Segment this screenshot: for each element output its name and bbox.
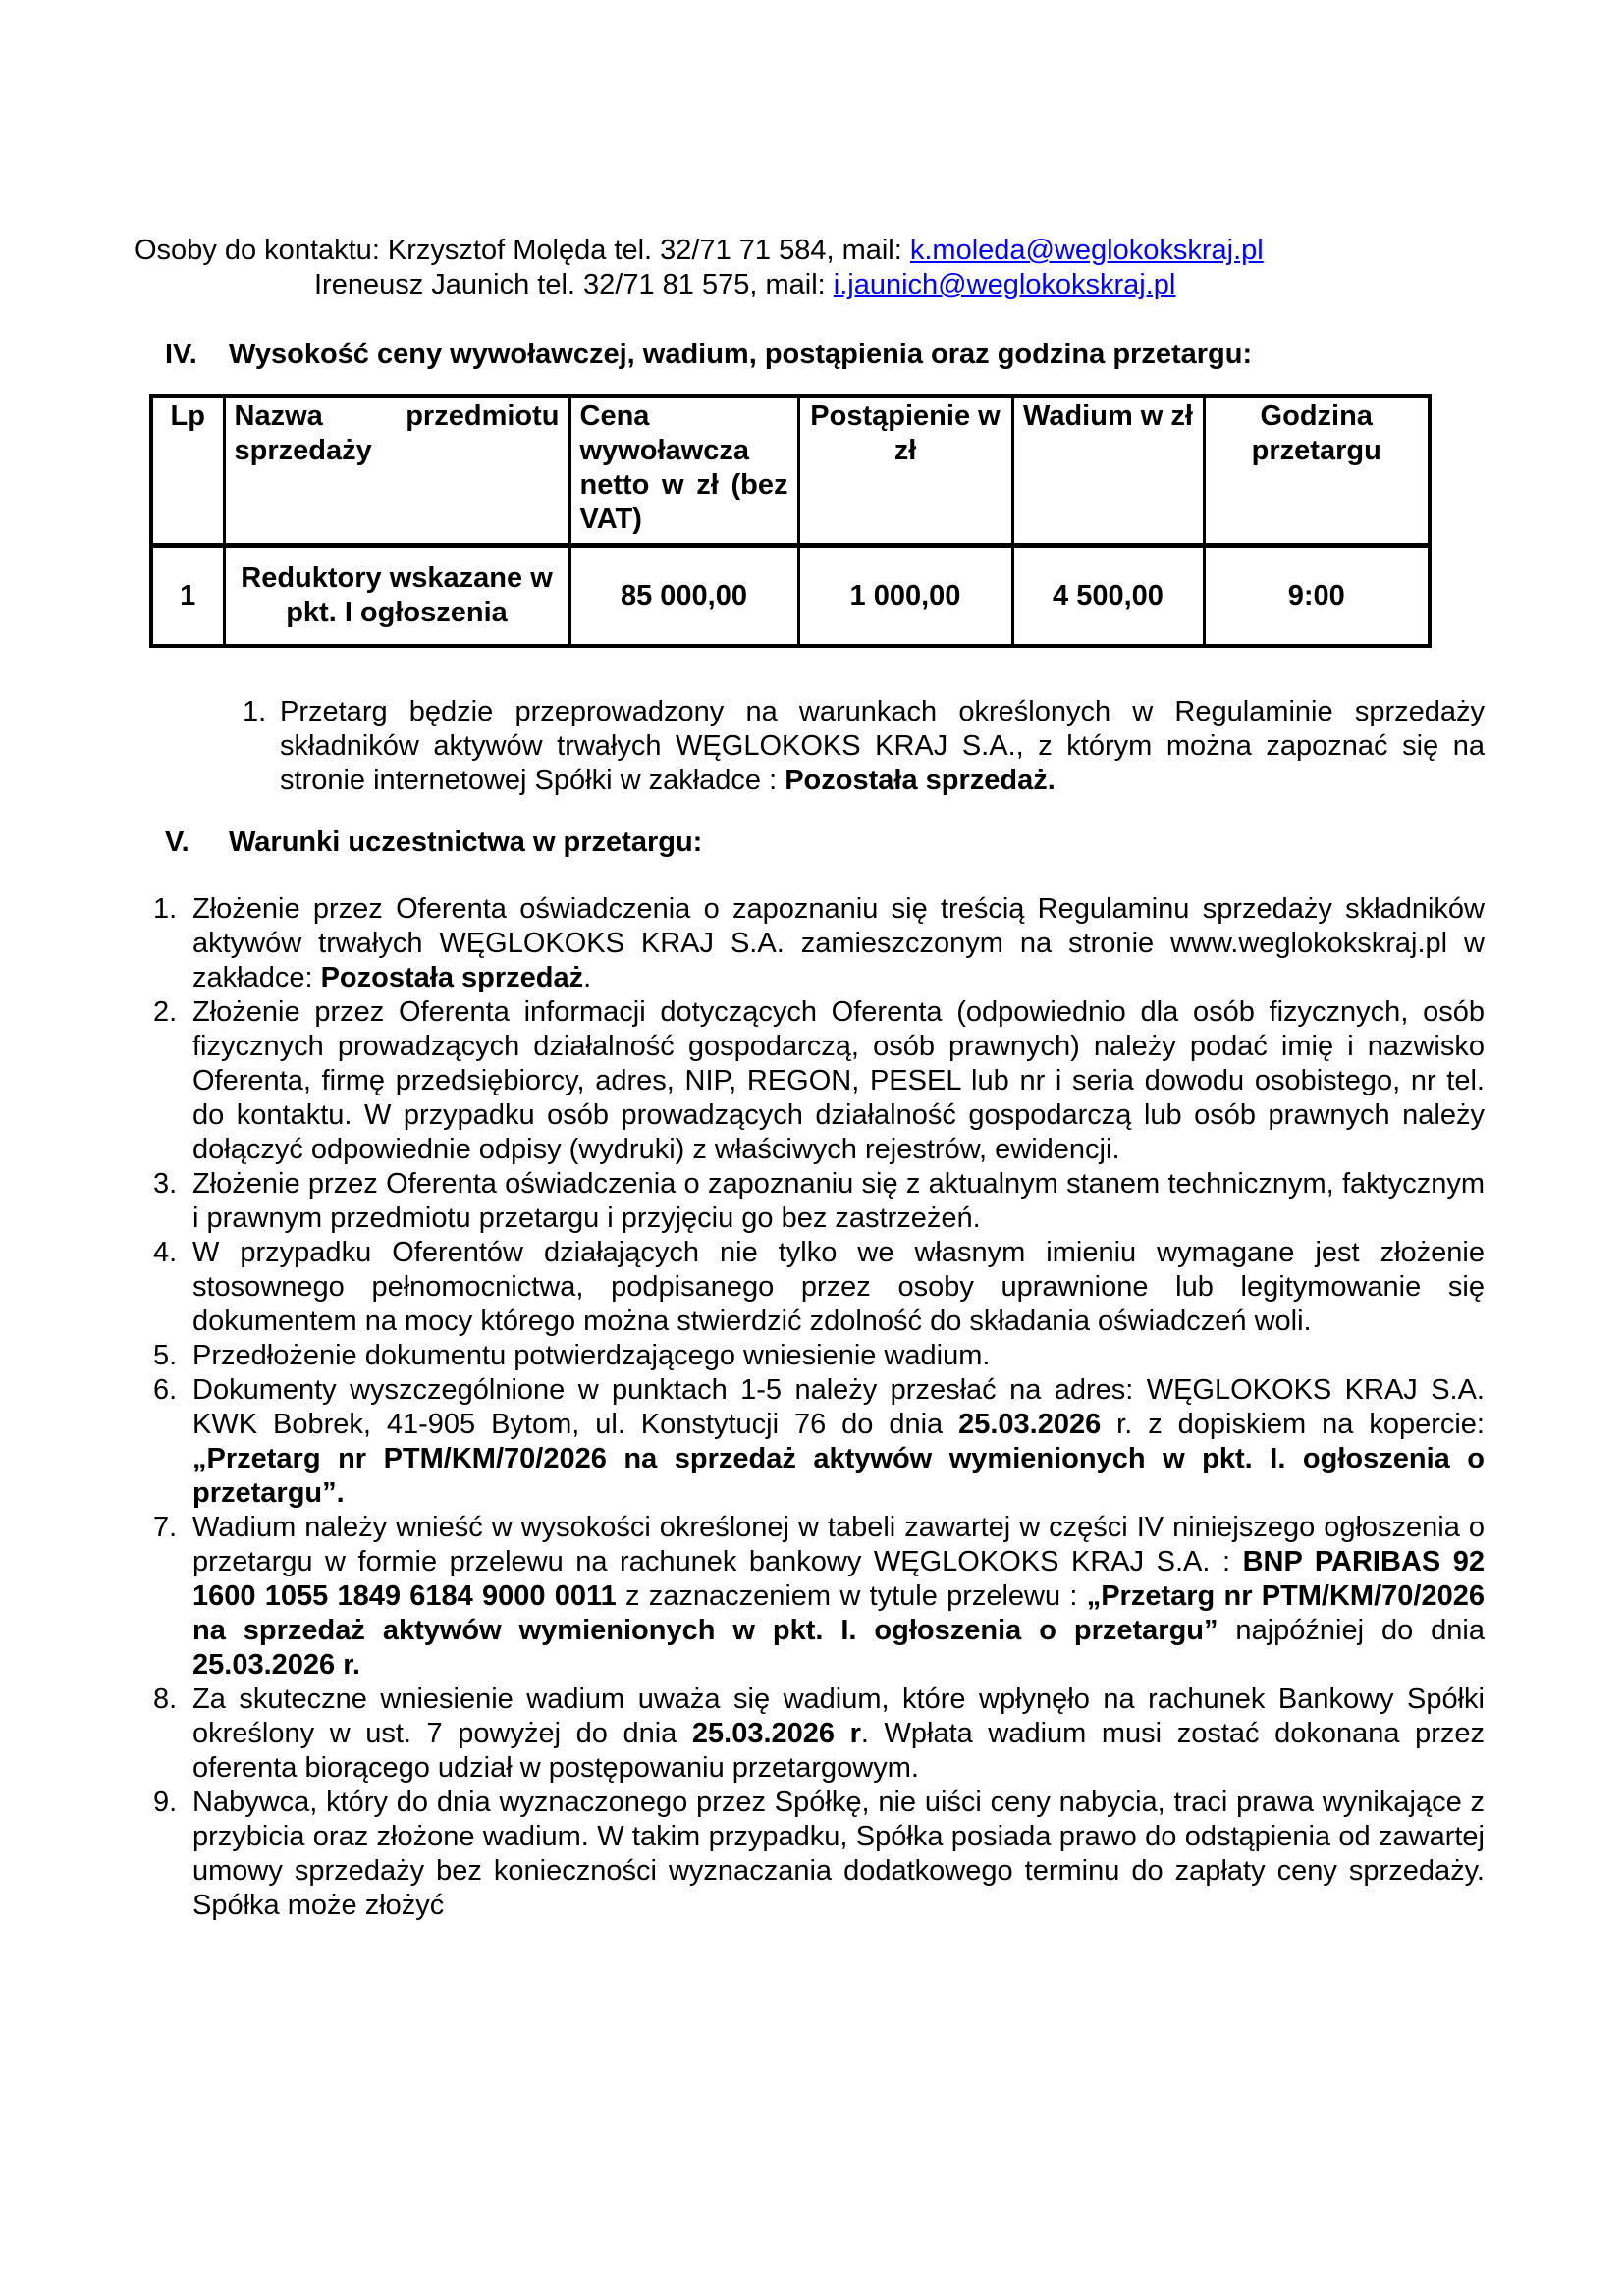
item-text <box>192 1374 1485 1509</box>
text-run: Dokumenty wyszczególnione w punktach 1-5 należy przesłać na adres: WĘGLOKOKS KRAJ S.A. KWK Bobrek, 41-905 Bytom, ul. Konstytucji 76 do dnia <box>192 1374 1485 1440</box>
item-text <box>192 893 1485 993</box>
list-item-6 <box>135 1373 1485 1511</box>
bold-text-run: BNP PARIBAS 92 1600 1055 1849 6184 9000 0011 <box>192 1546 1485 1612</box>
cell-postapienie: 1 000,00 <box>798 546 1012 647</box>
list-item-8 <box>135 1682 1485 1786</box>
text-run: Za skuteczne wniesienie wadium uważa się wadium, które wpłynęło na rachunek Bankowy Spółki określony w ust. 7 powyżej do dnia <box>192 1683 1485 1749</box>
bold-text-run: „Przetarg nr PTM/KM/70/2026 na sprzedaż aktywów wymienionych w pkt. I. ogłoszenia o przetargu” <box>192 1580 1485 1646</box>
text-run: . <box>583 962 592 993</box>
contact-line-2 <box>314 268 1485 302</box>
section-iv-title: Wysokość ceny wywoławczej, wadium, postąpienia oraz godzina przetargu: <box>229 339 1253 370</box>
tender-table <box>149 394 1432 648</box>
list-item-5 <box>135 1339 1485 1373</box>
text-run: najpóźniej do dnia <box>1218 1615 1485 1646</box>
contact-block <box>135 234 1485 302</box>
contact-text-1: Osoby do kontaktu: Krzysztof Molęda tel. 32/71 71 584, mail: <box>135 235 910 266</box>
table-header-lp: Lp <box>151 396 224 546</box>
email-link-kmoleda[interactable]: k.moleda@weglokokskraj.pl <box>909 235 1264 266</box>
bold-text-run: Pozostała sprzedaż <box>320 962 584 993</box>
table-header-row <box>151 396 1430 546</box>
item-text <box>192 1512 1485 1681</box>
item-number: 1. <box>243 696 267 727</box>
table-header-cena: Cena wywoławcza netto w zł (bez VAT) <box>569 396 798 546</box>
cell-nazwa: Reduktory wskazane w pkt. I ogłoszenia <box>224 546 569 647</box>
text-run: Przedłożenie dokumentu potwierdzającego wniesienie wadium. <box>192 1340 991 1371</box>
note-item-1 <box>135 695 1485 798</box>
item-text <box>192 1340 990 1371</box>
item-text <box>192 1683 1485 1784</box>
item-text <box>192 996 1485 1165</box>
item-number: 6. <box>153 1374 178 1406</box>
item-text <box>192 1787 1485 1921</box>
item-number: 1. <box>153 893 178 925</box>
item-text <box>192 1168 1485 1234</box>
section-v-number: V. <box>165 827 189 858</box>
section-iv-number: IV. <box>165 339 197 370</box>
item-number: 3. <box>153 1168 178 1200</box>
text-run: Nabywca, który do dnia wyznaczonego przez Spółkę, nie uiści ceny nabycia, traci prawa wynikające z przybicia oraz złożone wadium. W takim przypadku, Spółka posiada prawo do odstąpienia od zawartej umowy sprzedaży bez konieczności wyznaczania dodatkowego terminu do zapłaty ceny sprzedaży. Spółka może złożyć <box>192 1787 1485 1921</box>
list-item-7 <box>135 1511 1485 1682</box>
text-run: r. z dopiskiem na kopercie: <box>1101 1409 1485 1440</box>
list-item-3 <box>135 1167 1485 1236</box>
table-header-godzina: Godzina przetargu <box>1204 396 1430 546</box>
contact-line-1 <box>135 234 1485 268</box>
table-header-wadium: Wadium w zł <box>1012 396 1204 546</box>
list-item-2 <box>135 995 1485 1167</box>
contact-text-2: Ireneusz Jaunich tel. 32/71 81 575, mail: <box>314 269 834 300</box>
section-v-heading <box>165 826 1485 860</box>
item-number: 9. <box>153 1787 178 1818</box>
text-run: z zaznaczeniem w tytule przelewu : <box>616 1580 1087 1612</box>
item-text <box>192 1237 1485 1337</box>
list-item-9 <box>135 1786 1485 1923</box>
table-header-nazwa: Nazwa przedmiotu sprzedaży <box>224 396 569 546</box>
item-number: 5. <box>153 1340 178 1371</box>
item-number: 2. <box>153 996 178 1028</box>
item-number: 7. <box>153 1512 178 1543</box>
cell-lp: 1 <box>151 546 224 647</box>
section-v-title: Warunki uczestnictwa w przetargu: <box>229 827 703 858</box>
bold-text-run: 25.03.2026 <box>958 1409 1102 1440</box>
email-link-ijaunich[interactable]: i.jaunich@weglokokskraj.pl <box>833 269 1176 300</box>
bold-text-run: Pozostała sprzedaż. <box>785 765 1056 796</box>
item-text <box>280 696 1485 796</box>
section-iv-heading <box>165 338 1485 372</box>
item-number: 8. <box>153 1683 178 1715</box>
bold-text-run: 25.03.2026 r. <box>192 1649 360 1681</box>
cell-cena: 85 000,00 <box>569 546 798 647</box>
item-number: 4. <box>153 1237 178 1268</box>
cell-wadium: 4 500,00 <box>1012 546 1204 647</box>
list-item-4 <box>135 1236 1485 1339</box>
text-run: W przypadku Oferentów działających nie tylko we własnym imieniu wymagane jest złożenie stosownego pełnomocnictwa, podpisanego przez osoby uprawnione lub legitymowanie się dokumentem na mocy którego można stwierdzić zdolność do składania oświadczeń woli. <box>192 1237 1485 1337</box>
text-run: Złożenie przez Oferenta informacji dotyczących Oferenta (odpowiednio dla osób fizycznych, osób fizycznych prowadzących działalność gospodarczą, osób prawnych) należy podać imię i nazwisko Oferenta, firmę przedsiębiorcy, adres, NIP, REGON, PESEL lub nr i seria dowodu osobistego, nr tel. do kontaktu. W przypadku osób prowadzących działalność gospodarczą lub osób prawnych należy dołączyć odpowiednie odpisy (wydruki) z właściwych rejestrów, ewidencji. <box>192 996 1485 1165</box>
list-item-1 <box>135 892 1485 995</box>
table-row <box>151 546 1430 647</box>
table-header-postapienie: Postąpienie w zł <box>798 396 1012 546</box>
conditions-list <box>135 892 1485 1923</box>
text-run: Złożenie przez Oferenta oświadczenia o zapoznaniu się treścią Regulaminu sprzedaży składników aktywów trwałych WĘGLOKOKS KRAJ S.A. zamieszczonym na stronie www.weglokokskraj.pl w zakładce: <box>192 893 1485 993</box>
text-run: Przetarg będzie przeprowadzony na warunkach określonych w Regulaminie sprzedaży składników aktywów trwałych WĘGLOKOKS KRAJ S.A., z którym można zapoznać się na stronie internetowej Spółki w zakładce : <box>280 696 1485 796</box>
cell-godzina: 9:00 <box>1204 546 1430 647</box>
bold-text-run: „Przetarg nr PTM/KM/70/2026 na sprzedaż aktywów wymienionych w pkt. I. ogłoszenia o przetargu”. <box>192 1443 1485 1509</box>
bold-text-run: 25.03.2026 r <box>691 1718 861 1749</box>
text-run: Złożenie przez Oferenta oświadczenia o zapoznaniu się z aktualnym stanem technicznym, faktycznym i prawnym przedmiotu przetargu i przyjęciu go bez zastrzeżeń. <box>192 1168 1485 1234</box>
text-run: Wadium należy wnieść w wysokości określonej w tabeli zawartej w części IV niniejszego ogłoszenia o przetargu w formie przelewu na rachunek bankowy WĘGLOKOKS KRAJ S.A. : <box>192 1512 1485 1577</box>
text-run: . Wpłata wadium musi zostać dokonana przez oferenta biorącego udział w postępowaniu przetargowym. <box>192 1718 1485 1784</box>
